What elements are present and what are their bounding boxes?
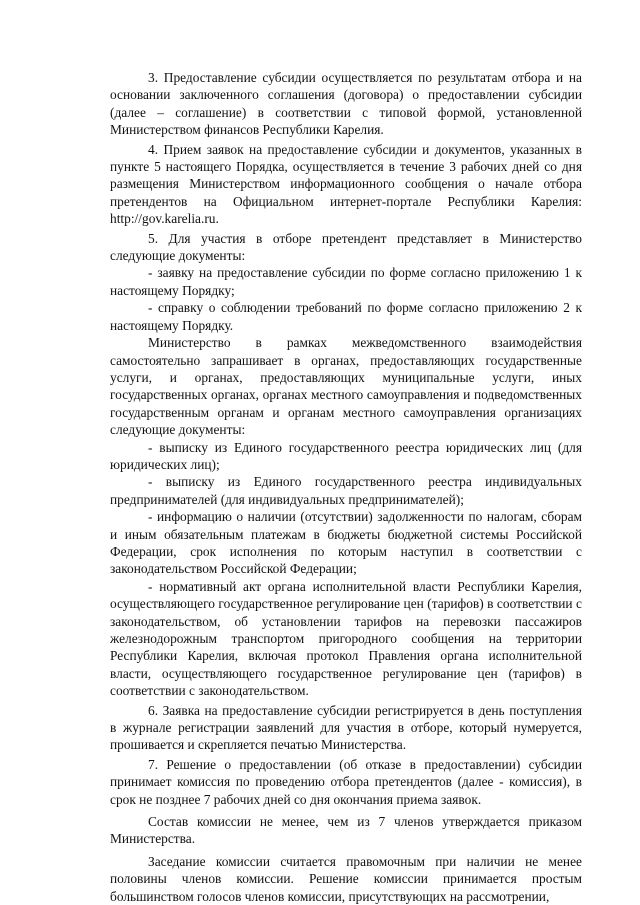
paragraph-7: 7. Решение о предоставлении (об отказе в предоставлении) субсидии принимает комиссия по проведению отбора претендентов (далее - комиссия), в срок не позднее 7 рабочих дней со дня окончания приема заявок. — [110, 756, 582, 807]
paragraph-6: 6. Заявка на предоставление субсидии регистрируется в день поступления в журнале регистрации заявлений для участия в отборе, который нумеруется, прошивается и скрепляется печатью Министерства. — [110, 702, 582, 753]
document-page — [110, 69, 582, 905]
paragraph-commission-quorum: Заседание комиссии считается правомочным при наличии не менее половины членов комиссии. Решение комиссии принимается простым большинством голосов членов комиссии, присутствующих на рассмотрении, — [110, 853, 582, 904]
paragraph-commission-composition: Состав комиссии не менее, чем из 7 членов утверждается приказом Министерства. — [110, 814, 582, 847]
paragraph-3: 3. Предоставление субсидии осуществляется по результатам отбора и на основании заключенного соглашения (договора) о предоставлении субсидии (далее – соглашение) в соответствии с типовой формой, установленной Министерством финансов Республики Карелия. — [110, 70, 582, 138]
paragraph-4: 4. Прием заявок на предоставление субсидии и документов, указанных в пункте 5 настоящего Порядка, осуществляется в течение 3 рабочих дней со дня размещения Министерством информационного сообщения о начале отбора претендентов на Официальном интернет-портале Республики Карелия: http://gov.karelia.ru. — [110, 141, 582, 227]
list-item-entrepreneurs-extract: - выписку из Единого государственного реестра индивидуальных предпринимателей (для индивидуальных предпринимателей); — [110, 474, 582, 507]
list-item-normative-act: - нормативный акт органа исполнительной власти Республики Карелия, осуществляющего государственное регулирование цен (тарифов) в соответствии с законодательством, об установлении тарифов на перевозки пассажиров железнодорожным транспортом пригородного сообщения на территории Республики Карелия, включая протокол Правления органа исполнительной власти, осуществляющего государственное регулирование цен (тарифов) в соответствии с законодательством. — [110, 578, 582, 699]
paragraph-ministry-requests: Министерство в рамках межведомственного взаимодействия самостоятельно запрашивает в органах, предоставляющих государственные услуги, и органах, предоставляющих муниципальные услуги, иных государственных органах, органах местного самоуправления и подведомственных государственным органам и органам местного самоуправления организациях следующие документы: — [110, 335, 582, 438]
list-item-tax-debt-info: - информацию о наличии (отсутствии) задолженности по налогам, сборам и иным обязательным платежам в бюджеты бюджетной системы Российской Федерации, срок исполнения по которым наступил в соответствии с законодательством Российской Федерации; — [110, 509, 582, 577]
list-item-legal-entities-extract: - выписку из Единого государственного реестра юридических лиц (для юридических лиц); — [110, 439, 582, 472]
paragraph-5: 5. Для участия в отборе претендент представляет в Министерство следующие документы: — [110, 230, 582, 264]
list-item-certificate: - справку о соблюдении требований по форме согласно приложению 2 к настоящему Порядку. — [110, 300, 582, 333]
list-item-application: - заявку на предоставление субсидии по форме согласно приложению 1 к настоящему Порядку; — [110, 265, 582, 298]
